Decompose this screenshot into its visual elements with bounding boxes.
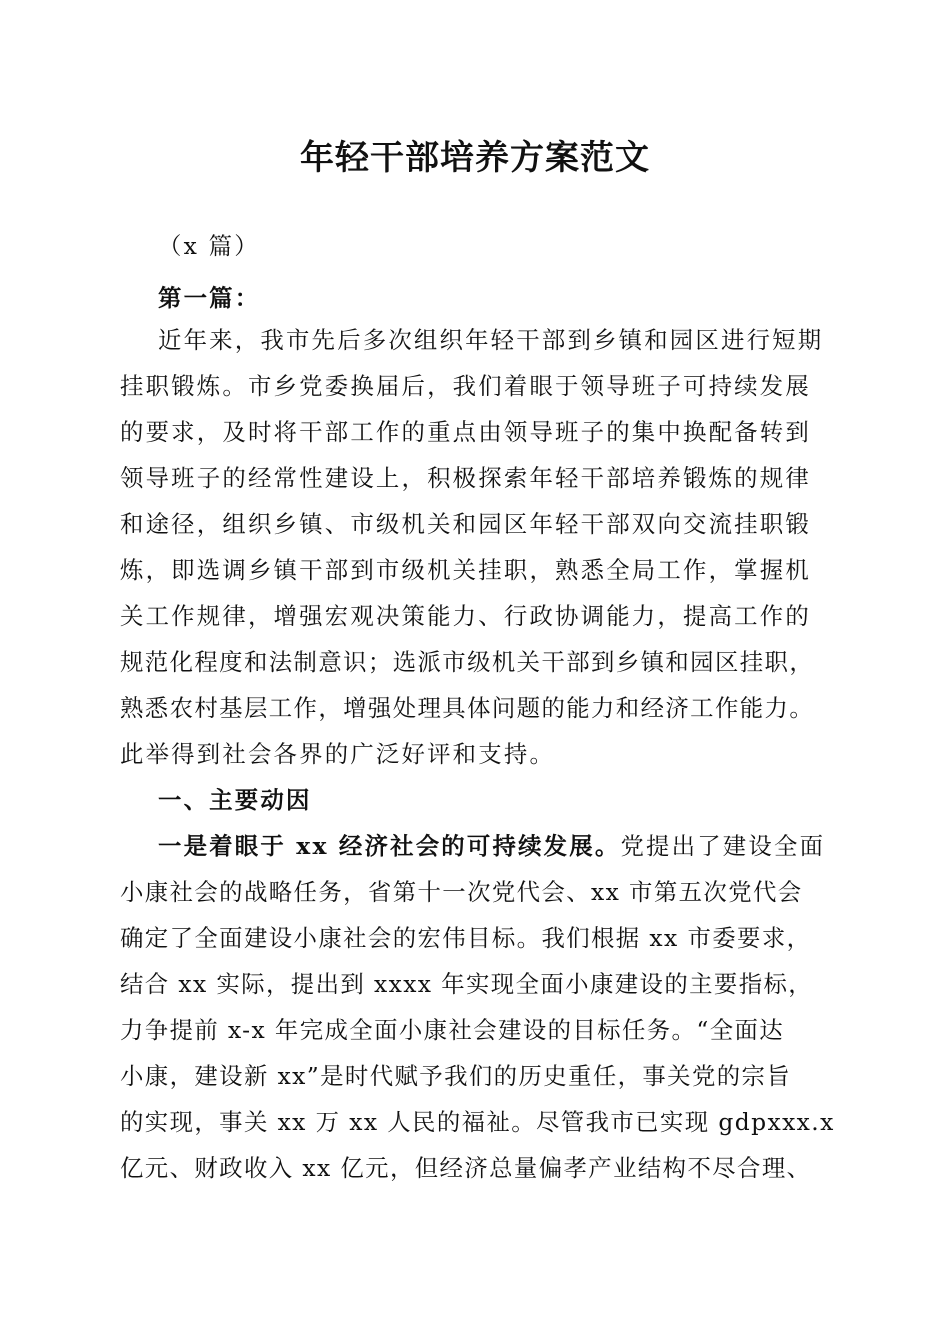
paragraph-line: 亿元、财政收入 xx 亿元，但经济总量偏孝产业结构不尽合理、 [120,1154,812,1182]
paragraph-line: 和途径，组织乡镇、市级机关和园区年轻干部双向交流挂职锻 [120,510,811,538]
paragraph-line: 炼，即选调乡镇干部到市级机关挂职，熟悉全局工作，掌握机 [120,556,811,584]
paragraph-lead-bold: 一是着眼于 xx 经济社会的可持续发展。 [158,832,621,860]
paragraph-line: 确定了全面建设小康社会的宏伟目标。我们根据 xx 市委要求， [120,924,812,952]
section-label: 第一篇： [158,284,261,312]
paragraph-line: 的要求，及时将干部工作的重点由领导班子的集中换配备转到 [120,418,811,446]
paragraph-line: 近年来，我市先后多次组织年轻干部到乡镇和园区进行短期 [158,326,824,354]
subtitle-count: （x 篇） [158,232,260,260]
paragraph-line: 结合 xx 实际，提出到 xxxx 年实现全面小康建设的主要指标， [120,970,814,998]
paragraph-line: 此举得到社会各界的广泛好评和支持。 [120,740,556,768]
paragraph-line: 小康，建设新 xx”是时代赋予我们的历史重任，事关党的宗旨 [120,1062,792,1090]
paragraph-line: 挂职锻炼。市乡党委换届后，我们着眼于领导班子可持续发展 [120,372,811,400]
paragraph-line: 规范化程度和法制意识；选派市级机关干部到乡镇和园区挂职， [120,648,815,676]
paragraph-line: 力争提前 x-x 年完成全面小康社会建设的目标任务。“全面达 [120,1016,785,1044]
paragraph-line: 领导班子的经常性建设上，积极探索年轻干部培养锻炼的规律 [120,464,811,492]
paragraph-lead-rest: 党提出了建设全面 [620,832,826,860]
paragraph-line: 关工作规律，增强宏观决策能力、行政协调能力，提高工作的 [120,602,811,630]
paragraph-line: 的实现，事关 xx 万 xx 人民的福祉。尽管我市已实现 gdpxxx.x [120,1108,835,1136]
paragraph-line [158,824,840,868]
section-heading: 一、主要动因 [158,786,312,814]
paragraph-line: 熟悉农村基层工作，增强处理具体问题的能力和经济工作能力。 [120,694,815,722]
paragraph-line: 小康社会的战略任务，省第十一次党代会、xx 市第五次党代会 [120,878,803,906]
document-title: 年轻干部培养方案范文 [300,138,650,178]
